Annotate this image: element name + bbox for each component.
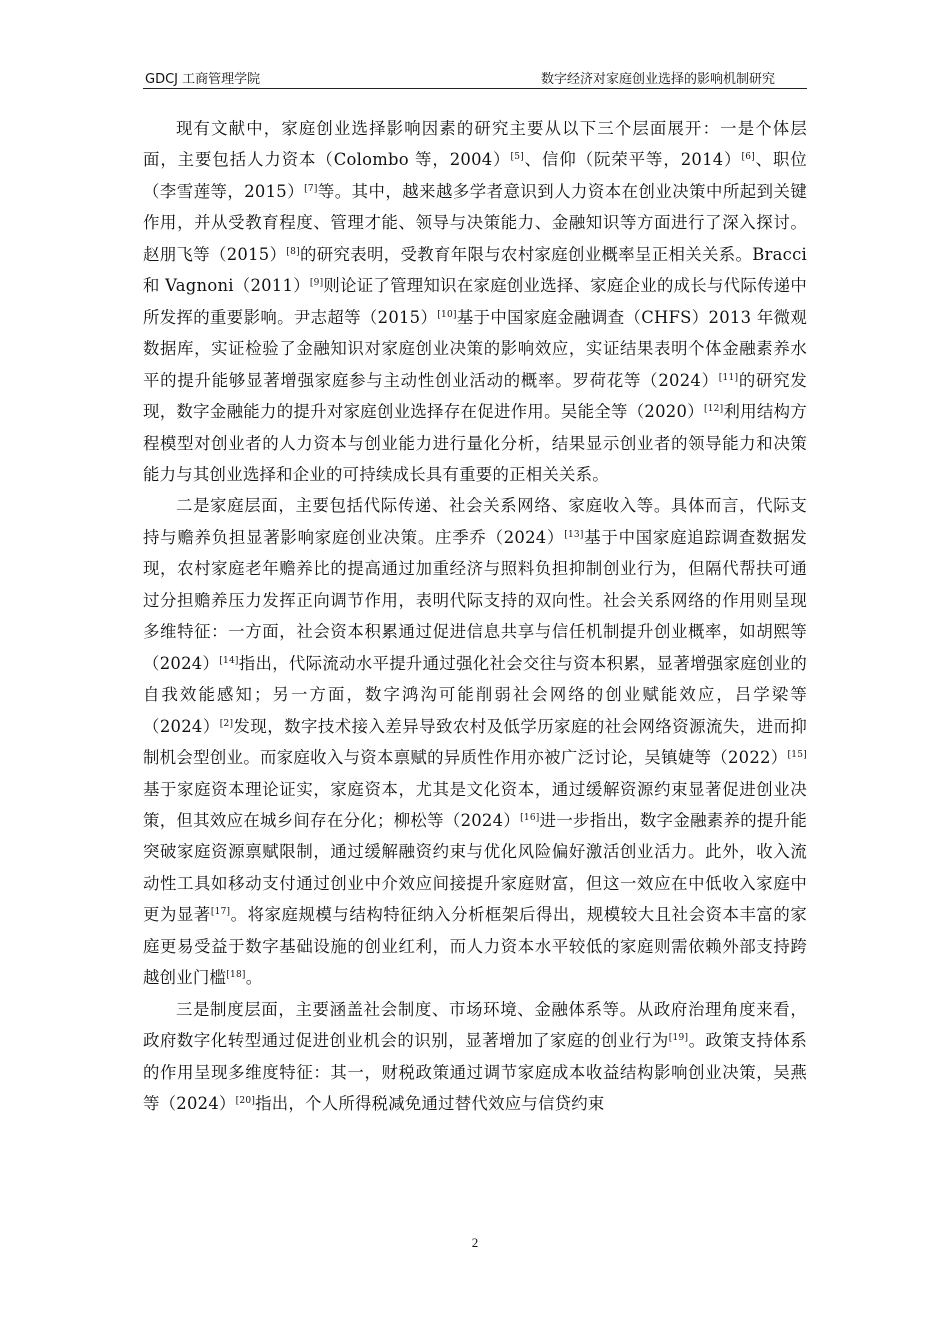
citation-ref: [5]	[510, 152, 524, 163]
text-run: 基于中国家庭金融调查（CHFS）2013 年微观数据库，实证检验了金融知识对家庭创业决策的影响效应，实证结果表明个体金融素养水平的提升能够显著增强家庭参与主动性创业活动的概率。罗荷花等（2024）	[143, 307, 807, 390]
text-run: 、信仰（阮荣平等，2014）	[523, 150, 742, 170]
citation-ref: [16]	[520, 812, 540, 823]
citation-ref: [18]	[226, 970, 246, 981]
text-run: 的研究发现，数字金融能力的提升对家庭创业选择存在促进作用。吴能全等（2020）	[143, 370, 807, 422]
citation-ref: [20]	[235, 1096, 256, 1107]
text-run: 指出，代际流动水平提升通过强化社会交往与资本积累，显著增强家庭创业的自我效能感知；另一方面，数字鸿沟可能削弱社会网络的创业赋能效应，吕学梁等（2024）	[143, 653, 807, 736]
text-run: 。	[245, 968, 263, 988]
text-run: 现有文献中，家庭创业选择影响因素的研究主要从以下三个层面展开：一是个体层面，主要包括人力资本（Colombo 等，2004）	[143, 119, 807, 170]
citation-ref: [11]	[718, 372, 739, 383]
text-run: 。将家庭规模与结构特征纳入分析框架后得出，规模较大且社会资本丰富的家庭更易受益于数字基础设施的创业红利，而人力资本水平较低的家庭则需依赖外部支持跨越创业门槛	[143, 905, 807, 988]
text-run: 。政策支持体系的作用呈现多维度特征：其一，财税政策通过调节家庭成本收益结构影响创业决策，吴燕等（2024）	[143, 1031, 808, 1114]
page-header	[143, 64, 807, 89]
paragraph-2	[143, 490, 807, 993]
body-text	[143, 113, 807, 1120]
text-run: 的研究表明，受教育年限与农村家庭创业概率呈正相关关系。Bracci 和 Vagnoni（2011）	[143, 244, 807, 296]
citation-ref: [14]	[219, 655, 239, 666]
header-institution: GDCJ 工商管理学院	[145, 72, 261, 87]
text-run: 基于家庭资本理论证实，家庭资本，尤其是文化资本，通过缓解资源约束显著促进创业决策，但其效应在城乡间存在分化；柳松等（2024）	[143, 779, 807, 830]
text-run: 、职位（李雪莲等，2015）	[143, 150, 807, 201]
citation-ref: [19]	[668, 1033, 689, 1044]
text-run: 基于中国家庭追踪调查数据发现，农村家庭老年赡养比的提高通过加重经济与照料负担抑制创业行为，但隔代帮扶可通过分担赡养压力发挥正向调节作用，表明代际支持的双向性。社会关系网络的作用则呈现多维特征：一方面，社会资本积累通过促进信息共享与信任机制提升创业概率，如胡熙等（2024）	[143, 527, 807, 673]
page-number: 2	[471, 1235, 479, 1250]
citation-ref: [12]	[703, 404, 724, 415]
citation-ref: [8]	[286, 246, 300, 257]
citation-ref: [7]	[304, 183, 318, 194]
citation-ref: [6]	[741, 152, 755, 163]
text-run: 等。其中，越来越多学者意识到人力资本在创业决策中所起到关键作用，并从受教育程度、管理才能、领导与决策能力、金融知识等方面进行了深入探讨。赵朋飞等（2015）	[143, 181, 808, 264]
text-run: 二是家庭层面，主要包括代际传递、社会关系网络、家庭收入等。具体而言，代际支持与赡养负担显著影响家庭创业决策。庄季乔（2024）	[143, 496, 807, 547]
text-run: 指出，个人所得税减免通过替代效应与信贷约束	[255, 1094, 605, 1114]
citation-ref: [17]	[210, 907, 231, 918]
text-run: 三是制度层面，主要涵盖社会制度、市场环境、金融体系等。从政府治理角度来看，政府数字化转型通过促进创业机会的识别，显著增加了家庭的创业行为	[143, 999, 807, 1051]
text-run: 则论证了管理知识在家庭创业选择、家庭企业的成长与代际传递中所发挥的重要影响。尹志超等（2015）	[143, 276, 808, 327]
citation-ref: [10]	[437, 309, 457, 320]
text-run: 发现，数字技术接入差异导致农村及低学历家庭的社会网络资源流失，进而抑制机会型创业。而家庭收入与资本禀赋的异质性作用亦被广泛讨论，吴镇婕等（2022）	[143, 716, 807, 768]
citation-ref: [9]	[309, 278, 324, 289]
text-run: 利用结构方程模型对创业者的人力资本与创业能力进行量化分析，结果显示创业者的领导能力和决策能力与其创业选择和企业的可持续成长具有重要的正相关关系。	[143, 402, 807, 484]
citation-ref: [15]	[787, 750, 807, 761]
header-thesis-title: 数字经济对家庭创业选择的影响机制研究	[540, 72, 775, 87]
text-run: 进一步指出，数字金融素养的提升能突破家庭资源禀赋限制，通过缓解融资约束与优化风险偏好激活创业活力。此外，收入流动性工具如移动支付通过创业中介效应间接提升家庭财富，但这一效应在中低收入家庭中更为显著	[143, 810, 807, 925]
citation-ref: [13]	[564, 529, 584, 540]
paragraph-1	[143, 113, 807, 490]
citation-ref: [2]	[219, 718, 234, 729]
paragraph-3	[143, 994, 807, 1120]
